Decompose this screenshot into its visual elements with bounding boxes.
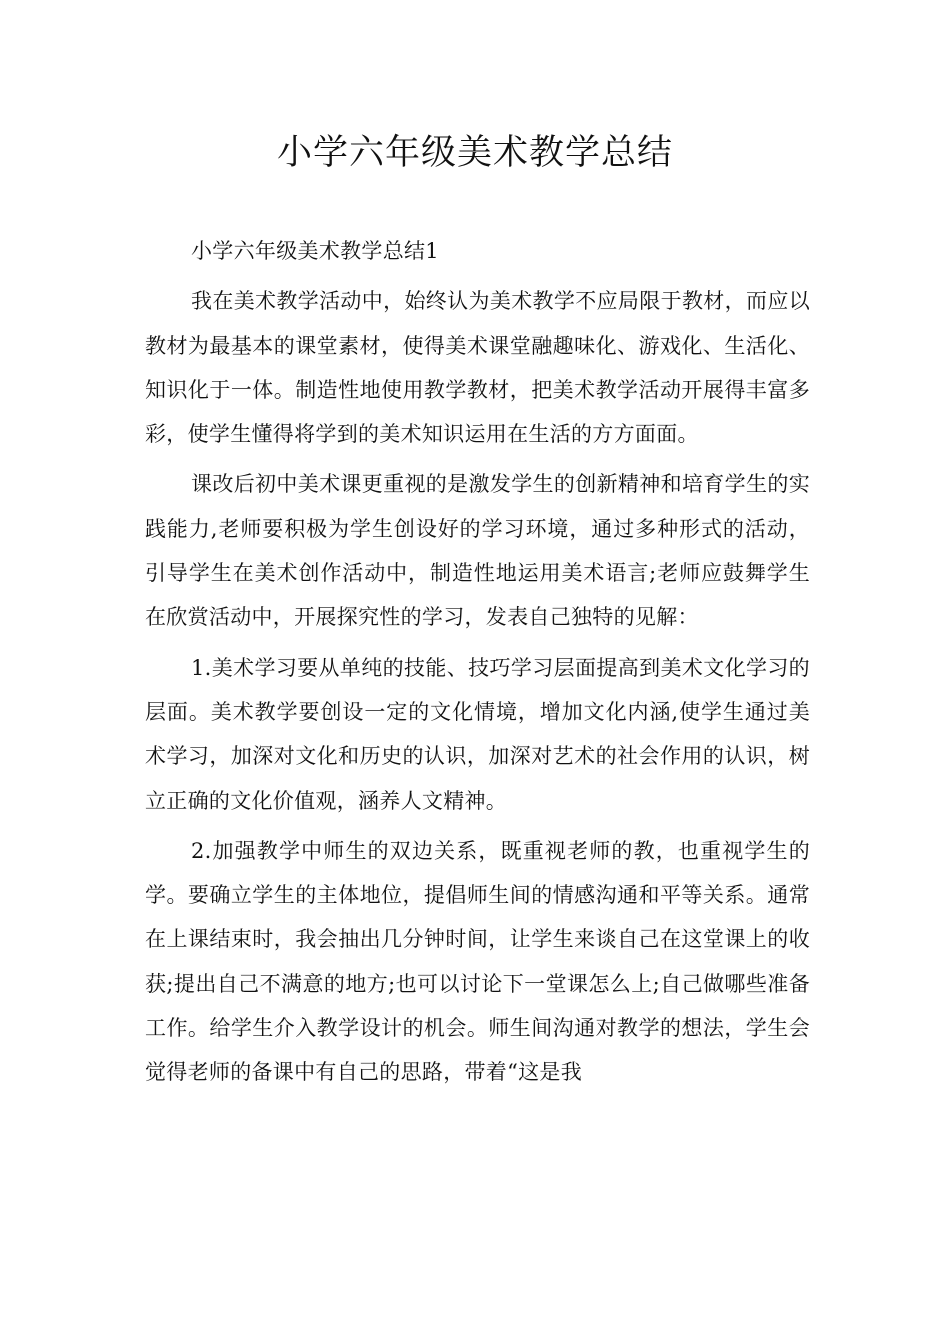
document-body [145, 229, 810, 1095]
paragraph-2: 课改后初中美术课更重视的是激发学生的创新精神和培育学生的实践能力,老师要积极为学生创设好的学习环境，通过多种形式的活动，引导学生在美术创作活动中，制造性地运用美术语言;老师应鼓舞学生在欣赏活动中，开展探究性的学习，发表自己独特的见解： [145, 472, 810, 630]
section-heading: 小学六年级美术教学总结1 [191, 239, 439, 263]
document-title: 小学六年级美术教学总结 [276, 133, 673, 173]
paragraph-3: 1.美术学习要从单纯的技能、技巧学习层面提高到美术文化学习的层面。美术教学要创设一定的文化情境，增加文化内涵,使学生通过美术学习，加深对文化和历史的认识，加深对艺术的社会作用的认识，树立正确的文化价值观，涵养人文精神。 [145, 655, 810, 813]
paragraph-1: 我在美术教学活动中，始终认为美术教学不应局限于教材，而应以教材为最基本的课堂素材，使得美术课堂融趣味化、游戏化、生活化、知识化于一体。制造性地使用教学教材，把美术教学活动开展得丰富多彩，使学生懂得将学到的美术知识运用在生活的方方面面。 [145, 289, 810, 447]
paragraph-4: 2.加强教学中师生的双边关系，既重视老师的教，也重视学生的学。要确立学生的主体地位，提倡师生间的情感沟通和平等关系。通常在上课结束时，我会抽出几分钟时间，让学生来谈自己在这堂课上的收获;提出自己不满意的地方;也可以讨论下一堂课怎么上;自己做哪些准备工作。给学生介入教学设计的机会。师生间沟通对教学的想法，学生会觉得老师的备课中有自己的思路，带着“这是我 [145, 838, 810, 1085]
